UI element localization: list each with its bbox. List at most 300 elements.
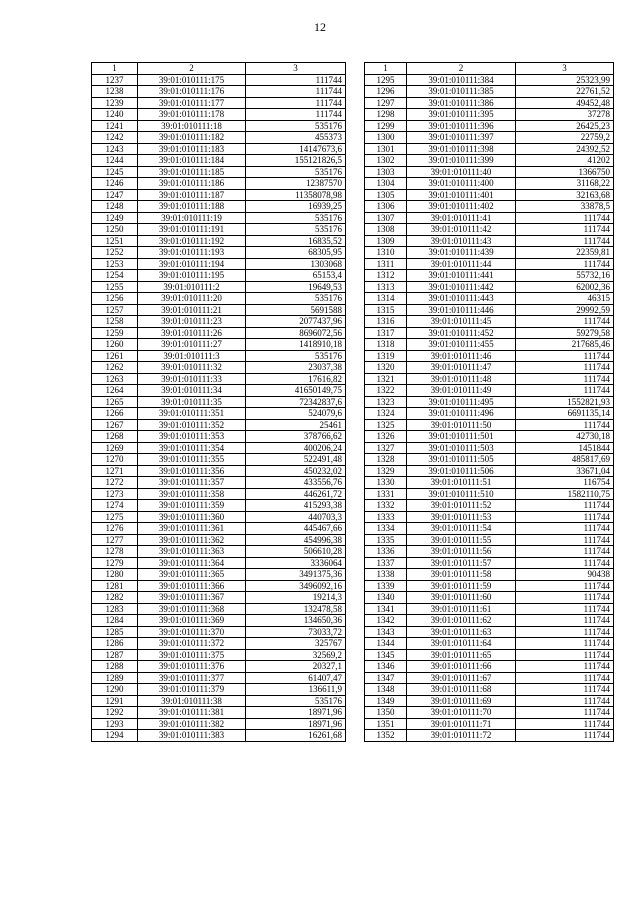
value-cell: 325767 bbox=[246, 638, 346, 650]
row-number-cell: 1265 bbox=[92, 396, 138, 408]
table-row bbox=[92, 247, 346, 259]
row-number-cell: 1306 bbox=[365, 201, 407, 213]
row-number-cell: 1270 bbox=[92, 454, 138, 466]
cadastral-number-cell: 39:01:010111:354 bbox=[138, 442, 246, 454]
row-number-cell: 1259 bbox=[92, 327, 138, 339]
row-number-cell: 1333 bbox=[365, 511, 407, 523]
row-number-cell: 1283 bbox=[92, 603, 138, 615]
cadastral-number-cell: 39:01:010111:396 bbox=[407, 120, 516, 132]
table-row bbox=[365, 132, 614, 144]
value-cell: 506610,28 bbox=[246, 546, 346, 558]
row-number-cell: 1330 bbox=[365, 477, 407, 489]
cadastral-number-cell: 39:01:010111:376 bbox=[138, 661, 246, 673]
row-number-cell: 1284 bbox=[92, 615, 138, 627]
row-number-cell: 1343 bbox=[365, 626, 407, 638]
cadastral-number-cell: 39:01:010111:186 bbox=[138, 178, 246, 190]
page-number: 12 bbox=[314, 20, 326, 34]
table-row bbox=[92, 86, 346, 98]
table-row bbox=[365, 546, 614, 558]
row-number-cell: 1309 bbox=[365, 235, 407, 247]
cadastral-number-cell: 39:01:010111:386 bbox=[407, 97, 516, 109]
value-cell: 22759,2 bbox=[516, 132, 614, 144]
table-row bbox=[365, 615, 614, 627]
table-row bbox=[92, 477, 346, 489]
cadastral-number-cell: 39:01:010111:71 bbox=[407, 718, 516, 730]
row-number-cell: 1294 bbox=[92, 730, 138, 742]
table-row bbox=[365, 511, 614, 523]
value-cell: 136611,9 bbox=[246, 684, 346, 696]
value-cell: 6691135,14 bbox=[516, 408, 614, 420]
table-row bbox=[365, 488, 614, 500]
value-cell: 16261,68 bbox=[246, 730, 346, 742]
cadastral-number-cell: 39:01:010111:35 bbox=[138, 396, 246, 408]
table-row bbox=[92, 304, 346, 316]
row-number-cell: 1258 bbox=[92, 316, 138, 328]
row-number-cell: 1289 bbox=[92, 672, 138, 684]
table-row bbox=[92, 178, 346, 190]
row-number-cell: 1250 bbox=[92, 224, 138, 236]
row-number-cell: 1297 bbox=[365, 97, 407, 109]
table-row bbox=[92, 695, 346, 707]
value-cell: 111744 bbox=[516, 707, 614, 719]
value-cell: 5691588 bbox=[246, 304, 346, 316]
row-number-cell: 1279 bbox=[92, 557, 138, 569]
cadastral-number-cell: 39:01:010111:32 bbox=[138, 362, 246, 374]
row-number-cell: 1271 bbox=[92, 465, 138, 477]
value-cell: 155121826,5 bbox=[246, 155, 346, 167]
row-number-cell: 1308 bbox=[365, 224, 407, 236]
row-number-cell: 1244 bbox=[92, 155, 138, 167]
cadastral-number-cell: 39:01:010111:70 bbox=[407, 707, 516, 719]
row-number-cell: 1319 bbox=[365, 350, 407, 362]
value-cell: 111744 bbox=[516, 316, 614, 328]
cadastral-number-cell: 39:01:010111:47 bbox=[407, 362, 516, 374]
row-number-cell: 1266 bbox=[92, 408, 138, 420]
table-row bbox=[92, 327, 346, 339]
table-row bbox=[365, 362, 614, 374]
table-row bbox=[92, 316, 346, 328]
row-number-cell: 1316 bbox=[365, 316, 407, 328]
table-row bbox=[365, 373, 614, 385]
row-number-cell: 1324 bbox=[365, 408, 407, 420]
value-cell: 111744 bbox=[516, 626, 614, 638]
cadastral-number-cell: 39:01:010111:45 bbox=[407, 316, 516, 328]
cadastral-number-cell: 39:01:010111:395 bbox=[407, 109, 516, 121]
row-number-cell: 1246 bbox=[92, 178, 138, 190]
cadastral-number-cell: 39:01:010111:385 bbox=[407, 86, 516, 98]
value-cell: 24392,52 bbox=[516, 143, 614, 155]
row-number-cell: 1281 bbox=[92, 580, 138, 592]
value-cell: 3336064 bbox=[246, 557, 346, 569]
value-cell: 19214,3 bbox=[246, 592, 346, 604]
row-number-cell: 1346 bbox=[365, 661, 407, 673]
column-header: 3 bbox=[516, 63, 614, 75]
table-row bbox=[92, 212, 346, 224]
cadastral-number-cell: 39:01:010111:439 bbox=[407, 247, 516, 259]
value-cell: 61407,47 bbox=[246, 672, 346, 684]
cadastral-number-cell: 39:01:010111:359 bbox=[138, 500, 246, 512]
value-cell: 22761,52 bbox=[516, 86, 614, 98]
value-cell: 111744 bbox=[246, 74, 346, 86]
table-row bbox=[365, 649, 614, 661]
cadastral-number-cell: 39:01:010111:355 bbox=[138, 454, 246, 466]
value-cell: 1582110,75 bbox=[516, 488, 614, 500]
cadastral-number-cell: 39:01:010111:503 bbox=[407, 442, 516, 454]
value-cell: 132478,58 bbox=[246, 603, 346, 615]
value-cell: 111744 bbox=[516, 258, 614, 270]
value-cell: 111744 bbox=[516, 523, 614, 535]
row-number-cell: 1345 bbox=[365, 649, 407, 661]
row-number-cell: 1253 bbox=[92, 258, 138, 270]
table-row bbox=[365, 661, 614, 673]
table-row bbox=[365, 189, 614, 201]
row-number-cell: 1292 bbox=[92, 707, 138, 719]
value-cell: 14147673,6 bbox=[246, 143, 346, 155]
table-row bbox=[365, 638, 614, 650]
row-number-cell: 1267 bbox=[92, 419, 138, 431]
cadastral-number-cell: 39:01:010111:381 bbox=[138, 707, 246, 719]
table-row bbox=[365, 247, 614, 259]
value-cell: 111744 bbox=[516, 649, 614, 661]
table-row bbox=[92, 166, 346, 178]
row-number-cell: 1334 bbox=[365, 523, 407, 535]
table-row bbox=[92, 603, 346, 615]
table-row bbox=[92, 201, 346, 213]
cadastral-number-cell: 39:01:010111:400 bbox=[407, 178, 516, 190]
value-cell: 72342837,6 bbox=[246, 396, 346, 408]
row-number-cell: 1305 bbox=[365, 189, 407, 201]
table-row bbox=[365, 626, 614, 638]
row-number-cell: 1276 bbox=[92, 523, 138, 535]
value-cell: 454996,38 bbox=[246, 534, 346, 546]
row-number-cell: 1344 bbox=[365, 638, 407, 650]
row-number-cell: 1295 bbox=[365, 74, 407, 86]
table-row bbox=[92, 396, 346, 408]
row-number-cell: 1350 bbox=[365, 707, 407, 719]
value-cell: 455373 bbox=[246, 132, 346, 144]
cadastral-number-cell: 39:01:010111:191 bbox=[138, 224, 246, 236]
cadastral-number-cell: 39:01:010111:178 bbox=[138, 109, 246, 121]
cadastral-number-cell: 39:01:010111:361 bbox=[138, 523, 246, 535]
value-cell: 111744 bbox=[516, 615, 614, 627]
row-number-cell: 1251 bbox=[92, 235, 138, 247]
row-number-cell: 1285 bbox=[92, 626, 138, 638]
value-cell: 8696072,56 bbox=[246, 327, 346, 339]
row-number-cell: 1317 bbox=[365, 327, 407, 339]
row-number-cell: 1311 bbox=[365, 258, 407, 270]
row-number-cell: 1298 bbox=[365, 109, 407, 121]
table-row bbox=[365, 235, 614, 247]
value-cell: 1366750 bbox=[516, 166, 614, 178]
table-row bbox=[92, 385, 346, 397]
row-number-cell: 1320 bbox=[365, 362, 407, 374]
value-cell: 111744 bbox=[516, 684, 614, 696]
table-row bbox=[365, 74, 614, 86]
row-number-cell: 1321 bbox=[365, 373, 407, 385]
table-row bbox=[365, 293, 614, 305]
value-cell: 16835,52 bbox=[246, 235, 346, 247]
value-cell: 217685,46 bbox=[516, 339, 614, 351]
table-row bbox=[365, 304, 614, 316]
value-cell: 73033,72 bbox=[246, 626, 346, 638]
value-cell: 19649,53 bbox=[246, 281, 346, 293]
table-row bbox=[92, 465, 346, 477]
row-number-cell: 1313 bbox=[365, 281, 407, 293]
row-number-cell: 1252 bbox=[92, 247, 138, 259]
table-row bbox=[365, 672, 614, 684]
table-row bbox=[365, 431, 614, 443]
cadastral-number-cell: 39:01:010111:61 bbox=[407, 603, 516, 615]
table-row bbox=[365, 707, 614, 719]
value-cell: 522491,48 bbox=[246, 454, 346, 466]
table-row bbox=[92, 730, 346, 742]
value-cell: 25323,99 bbox=[516, 74, 614, 86]
table-row bbox=[92, 224, 346, 236]
table-row bbox=[365, 603, 614, 615]
row-number-cell: 1301 bbox=[365, 143, 407, 155]
table-row bbox=[365, 396, 614, 408]
table-row bbox=[92, 661, 346, 673]
cadastral-number-cell: 39:01:010111:58 bbox=[407, 569, 516, 581]
table-row bbox=[365, 465, 614, 477]
cadastral-number-cell: 39:01:010111:399 bbox=[407, 155, 516, 167]
table-row bbox=[92, 155, 346, 167]
cadastral-number-cell: 39:01:010111:397 bbox=[407, 132, 516, 144]
value-cell: 111744 bbox=[516, 580, 614, 592]
table-row bbox=[92, 557, 346, 569]
value-cell: 1451844 bbox=[516, 442, 614, 454]
row-number-cell: 1243 bbox=[92, 143, 138, 155]
cadastral-number-cell: 39:01:010111:367 bbox=[138, 592, 246, 604]
row-number-cell: 1286 bbox=[92, 638, 138, 650]
value-cell: 49452,48 bbox=[516, 97, 614, 109]
table-row bbox=[92, 626, 346, 638]
row-number-cell: 1268 bbox=[92, 431, 138, 443]
cadastral-number-cell: 39:01:010111:72 bbox=[407, 730, 516, 742]
value-cell: 111744 bbox=[246, 86, 346, 98]
cadastral-number-cell: 39:01:010111:193 bbox=[138, 247, 246, 259]
row-number-cell: 1304 bbox=[365, 178, 407, 190]
cadastral-number-cell: 39:01:010111:49 bbox=[407, 385, 516, 397]
cadastral-number-cell: 39:01:010111:33 bbox=[138, 373, 246, 385]
table-row bbox=[365, 684, 614, 696]
value-cell: 111744 bbox=[516, 235, 614, 247]
row-number-cell: 1318 bbox=[365, 339, 407, 351]
table-row bbox=[365, 178, 614, 190]
value-cell: 111744 bbox=[516, 511, 614, 523]
value-cell: 111744 bbox=[516, 534, 614, 546]
table-row bbox=[92, 270, 346, 282]
table-row bbox=[92, 235, 346, 247]
table-row bbox=[92, 120, 346, 132]
value-cell: 111744 bbox=[516, 592, 614, 604]
cadastral-number-cell: 39:01:010111:372 bbox=[138, 638, 246, 650]
table-row bbox=[92, 546, 346, 558]
value-cell: 3491375,36 bbox=[246, 569, 346, 581]
table-row bbox=[365, 408, 614, 420]
value-cell: 111744 bbox=[516, 730, 614, 742]
cadastral-number-cell: 39:01:010111:59 bbox=[407, 580, 516, 592]
cadastral-number-cell: 39:01:010111:402 bbox=[407, 201, 516, 213]
cadastral-number-cell: 39:01:010111:60 bbox=[407, 592, 516, 604]
table-row bbox=[92, 293, 346, 305]
value-cell: 446261,72 bbox=[246, 488, 346, 500]
cadastral-number-cell: 39:01:010111:21 bbox=[138, 304, 246, 316]
cadastral-number-cell: 39:01:010111:384 bbox=[407, 74, 516, 86]
table-row bbox=[92, 74, 346, 86]
cadastral-number-cell: 39:01:010111:443 bbox=[407, 293, 516, 305]
row-number-cell: 1325 bbox=[365, 419, 407, 431]
row-number-cell: 1242 bbox=[92, 132, 138, 144]
cadastral-number-cell: 39:01:010111:401 bbox=[407, 189, 516, 201]
value-cell: 535176 bbox=[246, 695, 346, 707]
table-row bbox=[365, 730, 614, 742]
value-cell: 17616,82 bbox=[246, 373, 346, 385]
cadastral-number-cell: 39:01:010111:56 bbox=[407, 546, 516, 558]
row-number-cell: 1249 bbox=[92, 212, 138, 224]
table-row bbox=[365, 477, 614, 489]
value-cell: 62002,36 bbox=[516, 281, 614, 293]
cadastral-number-cell: 39:01:010111:351 bbox=[138, 408, 246, 420]
cadastral-number-cell: 39:01:010111:353 bbox=[138, 431, 246, 443]
cadastral-number-cell: 39:01:010111:365 bbox=[138, 569, 246, 581]
value-cell: 1552821,93 bbox=[516, 396, 614, 408]
row-number-cell: 1273 bbox=[92, 488, 138, 500]
row-number-cell: 1263 bbox=[92, 373, 138, 385]
table-row bbox=[365, 523, 614, 535]
table-row bbox=[92, 350, 346, 362]
cadastral-number-cell: 39:01:010111:20 bbox=[138, 293, 246, 305]
table-row bbox=[92, 419, 346, 431]
cadastral-number-cell: 39:01:010111:441 bbox=[407, 270, 516, 282]
cadastral-number-cell: 39:01:010111:496 bbox=[407, 408, 516, 420]
value-cell: 111744 bbox=[516, 661, 614, 673]
row-number-cell: 1352 bbox=[365, 730, 407, 742]
cadastral-number-cell: 39:01:010111:44 bbox=[407, 258, 516, 270]
row-number-cell: 1299 bbox=[365, 120, 407, 132]
value-cell: 18971,96 bbox=[246, 707, 346, 719]
row-number-cell: 1335 bbox=[365, 534, 407, 546]
value-cell: 32163,68 bbox=[516, 189, 614, 201]
cadastral-number-cell: 39:01:010111:192 bbox=[138, 235, 246, 247]
cadastral-number-cell: 39:01:010111:505 bbox=[407, 454, 516, 466]
table-row bbox=[365, 281, 614, 293]
value-cell: 111744 bbox=[516, 603, 614, 615]
cadastral-number-cell: 39:01:010111:375 bbox=[138, 649, 246, 661]
table-row bbox=[92, 569, 346, 581]
row-number-cell: 1314 bbox=[365, 293, 407, 305]
value-cell: 3496092,16 bbox=[246, 580, 346, 592]
cadastral-number-cell: 39:01:010111:357 bbox=[138, 477, 246, 489]
cadastral-number-cell: 39:01:010111:177 bbox=[138, 97, 246, 109]
cadastral-number-cell: 39:01:010111:2 bbox=[138, 281, 246, 293]
table-row bbox=[92, 408, 346, 420]
row-number-cell: 1261 bbox=[92, 350, 138, 362]
row-number-cell: 1293 bbox=[92, 718, 138, 730]
table-row bbox=[365, 454, 614, 466]
cadastral-number-cell: 39:01:010111:68 bbox=[407, 684, 516, 696]
table-row bbox=[365, 350, 614, 362]
value-cell: 46315 bbox=[516, 293, 614, 305]
row-number-cell: 1338 bbox=[365, 569, 407, 581]
cadastral-number-cell: 39:01:010111:360 bbox=[138, 511, 246, 523]
value-cell: 37278 bbox=[516, 109, 614, 121]
cadastral-number-cell: 39:01:010111:65 bbox=[407, 649, 516, 661]
row-number-cell: 1262 bbox=[92, 362, 138, 374]
table-row bbox=[365, 212, 614, 224]
value-cell: 535176 bbox=[246, 166, 346, 178]
value-cell: 11358078,98 bbox=[246, 189, 346, 201]
table-row bbox=[92, 97, 346, 109]
value-cell: 18971,96 bbox=[246, 718, 346, 730]
row-number-cell: 1322 bbox=[365, 385, 407, 397]
left-table bbox=[91, 62, 346, 742]
cadastral-number-cell: 39:01:010111:363 bbox=[138, 546, 246, 558]
value-cell: 111744 bbox=[246, 97, 346, 109]
cadastral-number-cell: 39:01:010111:64 bbox=[407, 638, 516, 650]
value-cell: 111744 bbox=[516, 695, 614, 707]
value-cell: 41650149,75 bbox=[246, 385, 346, 397]
table-row bbox=[365, 224, 614, 236]
value-cell: 440703,3 bbox=[246, 511, 346, 523]
cadastral-number-cell: 39:01:010111:48 bbox=[407, 373, 516, 385]
table-row bbox=[365, 500, 614, 512]
value-cell: 25461 bbox=[246, 419, 346, 431]
row-number-cell: 1269 bbox=[92, 442, 138, 454]
table-row bbox=[365, 316, 614, 328]
value-cell: 415293,38 bbox=[246, 500, 346, 512]
row-number-cell: 1312 bbox=[365, 270, 407, 282]
value-cell: 1418910,18 bbox=[246, 339, 346, 351]
cadastral-number-cell: 39:01:010111:446 bbox=[407, 304, 516, 316]
table-row bbox=[365, 419, 614, 431]
cadastral-number-cell: 39:01:010111:176 bbox=[138, 86, 246, 98]
row-number-cell: 1260 bbox=[92, 339, 138, 351]
cadastral-number-cell: 39:01:010111:46 bbox=[407, 350, 516, 362]
cadastral-number-cell: 39:01:010111:26 bbox=[138, 327, 246, 339]
table-row bbox=[92, 534, 346, 546]
table-row bbox=[92, 339, 346, 351]
value-cell: 433556,76 bbox=[246, 477, 346, 489]
value-cell: 1303068 bbox=[246, 258, 346, 270]
row-number-cell: 1277 bbox=[92, 534, 138, 546]
cadastral-number-cell: 39:01:010111:183 bbox=[138, 143, 246, 155]
table-row bbox=[92, 684, 346, 696]
value-cell: 111744 bbox=[516, 500, 614, 512]
cadastral-number-cell: 39:01:010111:352 bbox=[138, 419, 246, 431]
table-row bbox=[92, 362, 346, 374]
cadastral-number-cell: 39:01:010111:501 bbox=[407, 431, 516, 443]
cadastral-number-cell: 39:01:010111:366 bbox=[138, 580, 246, 592]
row-number-cell: 1347 bbox=[365, 672, 407, 684]
table-row bbox=[365, 695, 614, 707]
value-cell: 535176 bbox=[246, 224, 346, 236]
value-cell: 445467,66 bbox=[246, 523, 346, 535]
row-number-cell: 1296 bbox=[365, 86, 407, 98]
row-number-cell: 1239 bbox=[92, 97, 138, 109]
row-number-cell: 1288 bbox=[92, 661, 138, 673]
table-row bbox=[365, 569, 614, 581]
row-number-cell: 1342 bbox=[365, 615, 407, 627]
table-row bbox=[92, 500, 346, 512]
cadastral-number-cell: 39:01:010111:55 bbox=[407, 534, 516, 546]
cadastral-number-cell: 39:01:010111:495 bbox=[407, 396, 516, 408]
cadastral-number-cell: 39:01:010111:50 bbox=[407, 419, 516, 431]
cadastral-number-cell: 39:01:010111:51 bbox=[407, 477, 516, 489]
row-number-cell: 1300 bbox=[365, 132, 407, 144]
table-row bbox=[92, 707, 346, 719]
table-row bbox=[365, 143, 614, 155]
